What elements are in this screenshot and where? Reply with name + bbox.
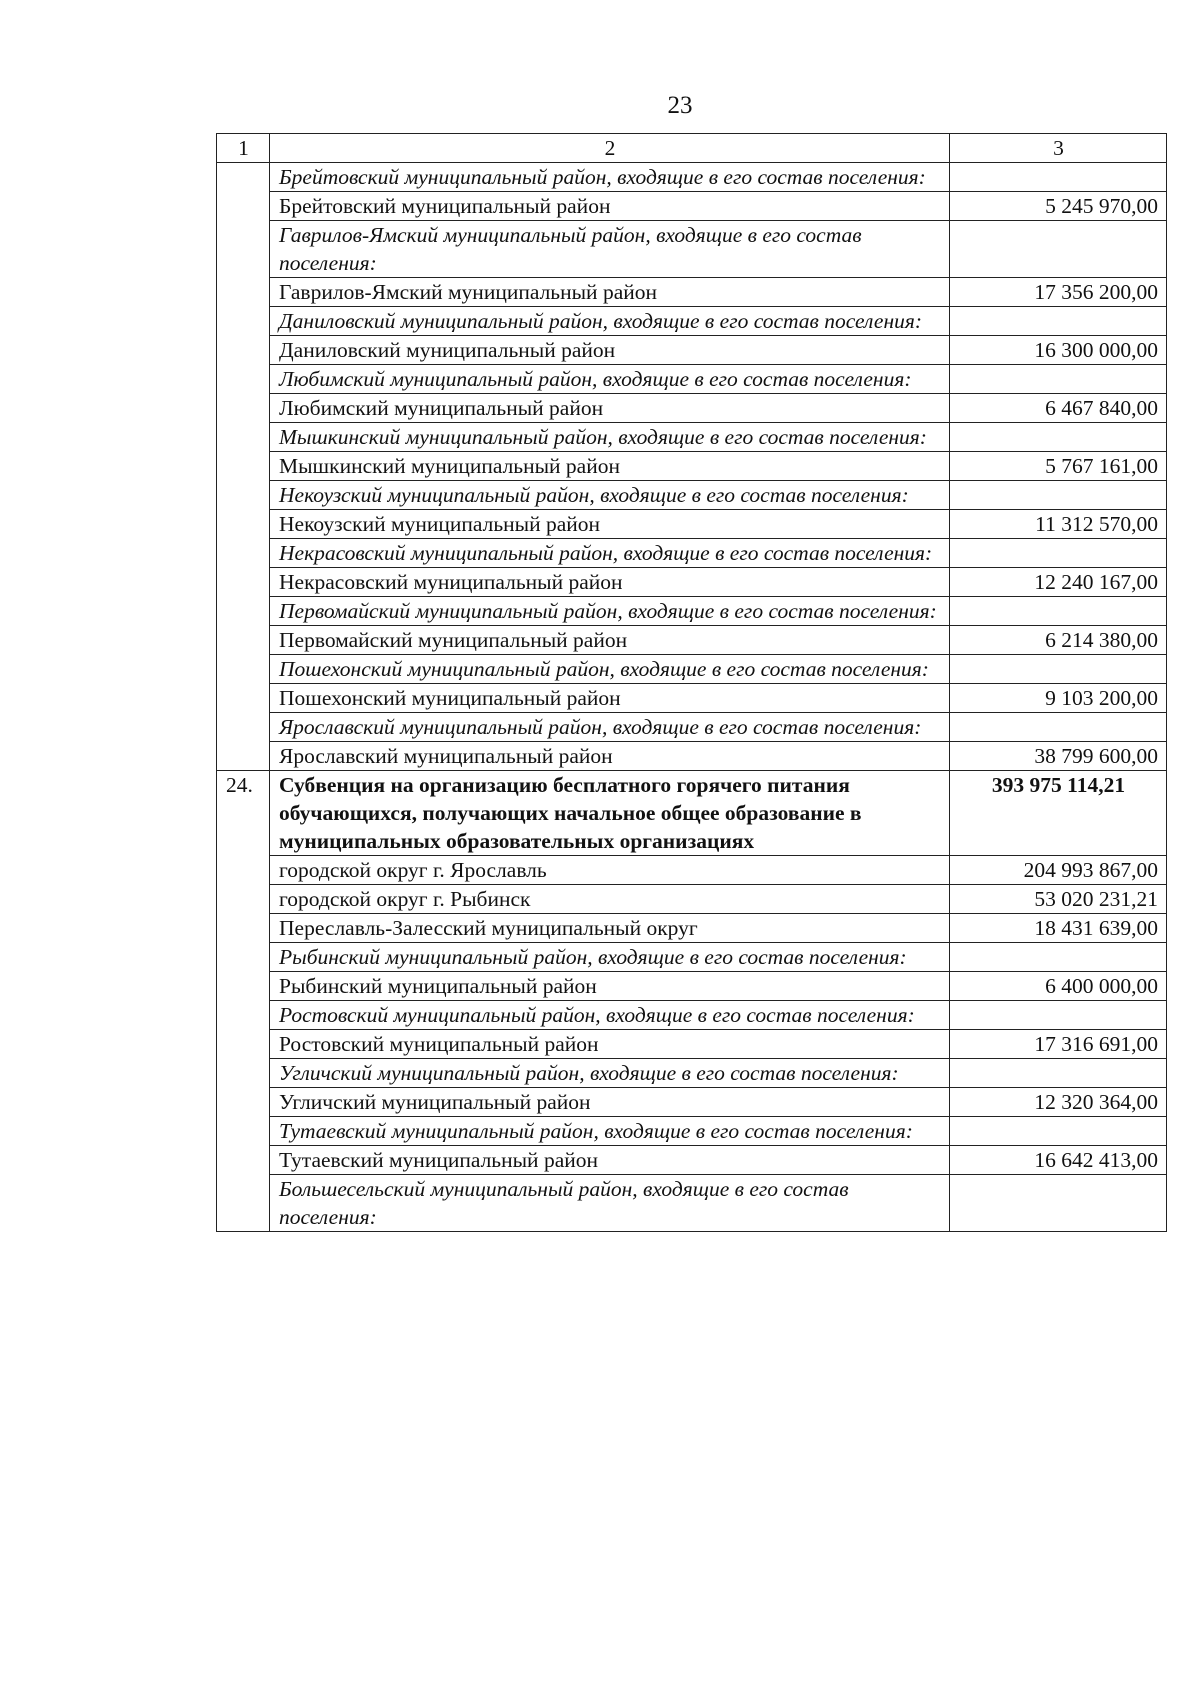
section-title: Субвенция на организацию бесплатного горячего питания обучающихся, получающих начальное общее образование в муниципальных образовательных организациях xyxy=(270,771,950,856)
group-label: Угличский муниципальный район, входящие в его состав поселения: xyxy=(270,1059,950,1088)
item-label: Гаврилов-Ямский муниципальный район xyxy=(270,278,950,307)
group-label: Большесельский муниципальный район, входящие в его состав поселения: xyxy=(270,1175,950,1232)
table-row xyxy=(217,914,1167,943)
group-header-row xyxy=(217,365,1167,394)
item-label: Пошехонский муниципальный район xyxy=(270,684,950,713)
amount-cell: 11 312 570,00 xyxy=(950,510,1167,539)
group-label: Даниловский муниципальный район, входящие в его состав поселения: xyxy=(270,307,950,336)
amount-cell xyxy=(950,1175,1167,1232)
item-label: Первомайский муниципальный район xyxy=(270,626,950,655)
table-row xyxy=(217,1030,1167,1059)
page-number: 23 xyxy=(667,92,693,119)
item-label: Некрасовский муниципальный район xyxy=(270,568,950,597)
table-row xyxy=(217,568,1167,597)
row-number-cell xyxy=(217,163,270,771)
group-header-row xyxy=(217,713,1167,742)
group-header-row xyxy=(217,655,1167,684)
amount-cell xyxy=(950,655,1167,684)
item-label: Тутаевский муниципальный район xyxy=(270,1146,950,1175)
item-label: городской округ г. Ярославль xyxy=(270,856,950,885)
item-label: Брейтовский муниципальный район xyxy=(270,192,950,221)
amount-cell xyxy=(950,1001,1167,1030)
amount-cell xyxy=(950,163,1167,192)
amount-cell: 18 431 639,00 xyxy=(950,914,1167,943)
header-col-1: 1 xyxy=(217,134,270,163)
group-header-row xyxy=(217,481,1167,510)
group-header-row xyxy=(217,539,1167,568)
amount-cell: 9 103 200,00 xyxy=(950,684,1167,713)
table-row xyxy=(217,684,1167,713)
table-header-row xyxy=(217,134,1167,163)
amount-cell: 12 240 167,00 xyxy=(950,568,1167,597)
item-label: Любимский муниципальный район xyxy=(270,394,950,423)
group-header-row xyxy=(217,1175,1167,1232)
amount-cell xyxy=(950,221,1167,278)
group-label: Пошехонский муниципальный район, входящие в его состав поселения: xyxy=(270,655,950,684)
item-label: Мышкинский муниципальный район xyxy=(270,452,950,481)
group-label: Ростовский муниципальный район, входящие в его состав поселения: xyxy=(270,1001,950,1030)
group-label: Некоузский муниципальный район, входящие в его состав поселения: xyxy=(270,481,950,510)
amount-cell: 6 467 840,00 xyxy=(950,394,1167,423)
item-label: Переславль-Залесский муниципальный округ xyxy=(270,914,950,943)
section-number: 24. xyxy=(217,771,270,1232)
group-header-row xyxy=(217,163,1167,192)
table-row xyxy=(217,885,1167,914)
group-header-row xyxy=(217,1117,1167,1146)
amount-cell: 12 320 364,00 xyxy=(950,1088,1167,1117)
amount-cell: 17 316 691,00 xyxy=(950,1030,1167,1059)
group-header-row xyxy=(217,1059,1167,1088)
group-header-row xyxy=(217,423,1167,452)
item-label: Ярославский муниципальный район xyxy=(270,742,950,771)
item-label: Ростовский муниципальный район xyxy=(270,1030,950,1059)
table-row xyxy=(217,1088,1167,1117)
table-row xyxy=(217,856,1167,885)
amount-cell: 6 214 380,00 xyxy=(950,626,1167,655)
table-row xyxy=(217,510,1167,539)
group-label: Некрасовский муниципальный район, входящие в его состав поселения: xyxy=(270,539,950,568)
group-label: Любимский муниципальный район, входящие в его состав поселения: xyxy=(270,365,950,394)
item-label: Некоузский муниципальный район xyxy=(270,510,950,539)
group-header-row xyxy=(217,1001,1167,1030)
amount-cell: 5 767 161,00 xyxy=(950,452,1167,481)
section-total-amount: 393 975 114,21 xyxy=(950,771,1167,856)
group-label: Гаврилов-Ямский муниципальный район, входящие в его состав поселения: xyxy=(270,221,950,278)
table-row xyxy=(217,192,1167,221)
amount-cell: 204 993 867,00 xyxy=(950,856,1167,885)
amount-cell xyxy=(950,597,1167,626)
group-header-row xyxy=(217,943,1167,972)
table-row xyxy=(217,336,1167,365)
header-col-2: 2 xyxy=(270,134,950,163)
group-label: Тутаевский муниципальный район, входящие в его состав поселения: xyxy=(270,1117,950,1146)
table-row xyxy=(217,278,1167,307)
table-row xyxy=(217,394,1167,423)
item-label: Рыбинский муниципальный район xyxy=(270,972,950,1001)
item-label: Даниловский муниципальный район xyxy=(270,336,950,365)
table-row xyxy=(217,626,1167,655)
amount-cell xyxy=(950,713,1167,742)
amount-cell: 5 245 970,00 xyxy=(950,192,1167,221)
amount-cell: 16 300 000,00 xyxy=(950,336,1167,365)
table-row xyxy=(217,742,1167,771)
amount-cell: 38 799 600,00 xyxy=(950,742,1167,771)
table-row xyxy=(217,972,1167,1001)
amount-cell: 53 020 231,21 xyxy=(950,885,1167,914)
amount-cell xyxy=(950,1117,1167,1146)
group-label: Первомайский муниципальный район, входящие в его состав поселения: xyxy=(270,597,950,626)
amount-cell xyxy=(950,943,1167,972)
amount-cell xyxy=(950,307,1167,336)
group-header-row xyxy=(217,597,1167,626)
section-row xyxy=(217,771,1167,856)
amount-cell xyxy=(950,423,1167,452)
amount-cell: 16 642 413,00 xyxy=(950,1146,1167,1175)
amount-cell: 6 400 000,00 xyxy=(950,972,1167,1001)
group-label: Рыбинский муниципальный район, входящие в его состав поселения: xyxy=(270,943,950,972)
group-label: Ярославский муниципальный район, входящие в его состав поселения: xyxy=(270,713,950,742)
amount-cell xyxy=(950,539,1167,568)
group-header-row xyxy=(217,307,1167,336)
item-label: городской округ г. Рыбинск xyxy=(270,885,950,914)
group-header-row xyxy=(217,221,1167,278)
table-row xyxy=(217,1146,1167,1175)
amount-cell xyxy=(950,1059,1167,1088)
amount-cell: 17 356 200,00 xyxy=(950,278,1167,307)
header-col-3: 3 xyxy=(950,134,1167,163)
table-row xyxy=(217,452,1167,481)
amount-cell xyxy=(950,365,1167,394)
amount-cell xyxy=(950,481,1167,510)
group-label: Мышкинский муниципальный район, входящие в его состав поселения: xyxy=(270,423,950,452)
budget-table xyxy=(216,133,1167,1232)
item-label: Угличский муниципальный район xyxy=(270,1088,950,1117)
group-label: Брейтовский муниципальный район, входящие в его состав поселения: xyxy=(270,163,950,192)
